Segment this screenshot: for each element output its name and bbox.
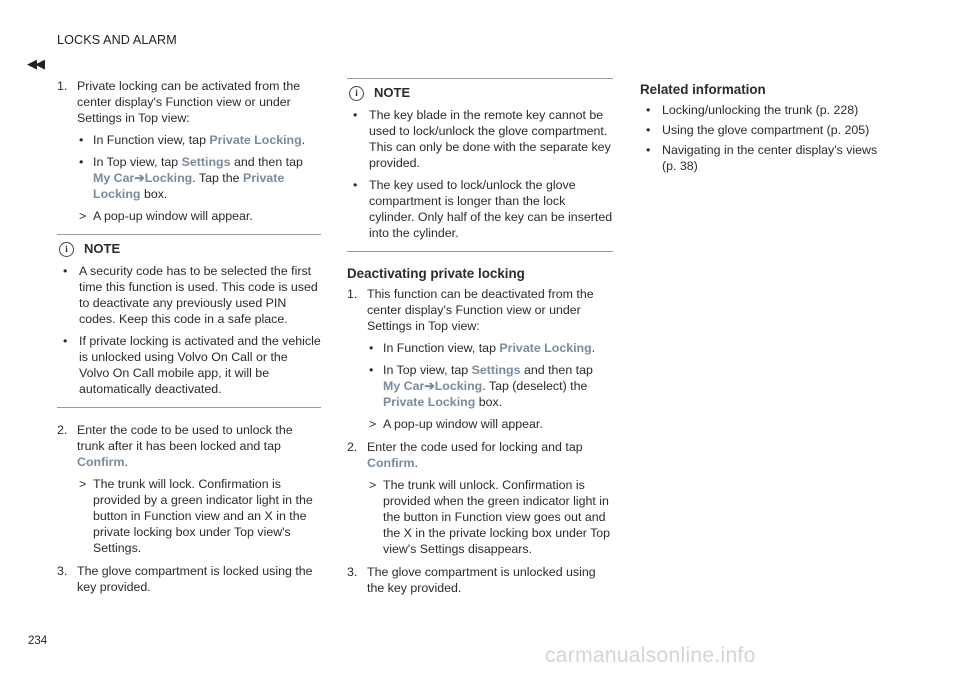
related-link-text[interactable]: Using the glove compartment (p. 205)	[662, 123, 870, 137]
settings-label: Settings	[181, 155, 231, 169]
column-middle	[347, 78, 613, 603]
step-number: 2.	[57, 423, 68, 437]
locking-label: Locking	[144, 171, 193, 185]
step-number: 1.	[347, 287, 358, 301]
punctuation: .	[301, 133, 306, 147]
my-car-label: My Car	[93, 171, 135, 185]
deactivation-step-1	[347, 286, 613, 432]
note-box	[57, 234, 321, 408]
my-car-label: My Car	[383, 379, 425, 393]
private-locking-label: Private Locking	[383, 395, 476, 409]
bullet-icon: •	[646, 103, 651, 117]
note-item	[347, 107, 613, 171]
activation-step-1	[57, 78, 321, 224]
note-box	[347, 78, 613, 252]
step-text: Enter the code to be used to unlock the trunk after it has been locked and tap	[77, 423, 293, 453]
step-result	[367, 416, 613, 432]
note-item	[57, 333, 321, 397]
sub-step-text: and then tap	[520, 363, 593, 377]
step-number: 2.	[347, 440, 358, 454]
note-title: NOTE	[374, 85, 411, 100]
bullet-icon: •	[63, 264, 68, 278]
related-link[interactable]	[640, 142, 880, 174]
sub-step-text: . Tap the	[192, 171, 243, 185]
related-link[interactable]	[640, 102, 880, 118]
note-text: The key used to lock/unlock the glove compartment is longer than the lock cylinder. Only half of the key can be inserted into the cylinder.	[369, 178, 613, 240]
info-icon: i	[59, 242, 74, 257]
sub-step-text: In Top view, tap	[93, 155, 182, 169]
sub-step-top-view	[367, 362, 613, 410]
step-text: Enter the code used for locking and tap	[367, 440, 583, 454]
step-result	[77, 476, 321, 556]
column-left	[57, 78, 321, 602]
result-marker: >	[79, 477, 87, 491]
result-text: The trunk will unlock. Confirmation is provided when the green indicator light in the button in Function view goes out and the X in the private locking box under Top view's Settings disappears.	[383, 478, 611, 556]
settings-label: Settings	[471, 363, 521, 377]
bullet-icon: •	[353, 178, 358, 192]
sub-step-text: box.	[475, 395, 503, 409]
deactivation-step-2	[347, 439, 613, 557]
previous-page-icon[interactable]: ◀◀	[27, 56, 43, 71]
locking-label: Locking	[434, 379, 483, 393]
result-marker: >	[79, 209, 87, 223]
bullet-icon: •	[353, 108, 358, 122]
confirm-label: Confirm	[367, 456, 415, 470]
note-title: NOTE	[84, 241, 121, 256]
activation-step-2	[57, 422, 321, 556]
deactivation-step-3	[347, 564, 613, 596]
info-icon: i	[349, 86, 364, 101]
section-heading: Deactivating private locking	[347, 266, 525, 281]
step-text: Private locking can be activated from the center display's Function view or under Settings in Top view:	[77, 79, 301, 125]
arrow-right-icon: ➔	[134, 171, 145, 185]
sub-step-function-view	[367, 340, 613, 356]
note-header	[347, 85, 613, 101]
sub-step-text: box.	[140, 187, 168, 201]
sub-step-text: In Top view, tap	[383, 363, 472, 377]
private-locking-label: Private Locking	[499, 341, 592, 355]
confirm-label: Confirm	[77, 455, 125, 469]
activation-step-3	[57, 563, 321, 595]
sub-step-top-view	[77, 154, 321, 202]
step-result	[367, 477, 613, 557]
note-item	[57, 263, 321, 327]
step-result	[77, 208, 321, 224]
bullet-icon: •	[369, 341, 374, 355]
step-number: 3.	[57, 564, 68, 578]
sub-step-function-view	[77, 132, 321, 148]
punctuation: .	[414, 456, 418, 470]
related-information-heading: Related information	[640, 82, 766, 97]
related-link-text[interactable]: Locking/unlocking the trunk (p. 228)	[662, 103, 859, 117]
sub-step-text: . Tap (deselect) the	[482, 379, 588, 393]
bullet-icon: •	[79, 133, 84, 147]
bullet-icon: •	[63, 334, 68, 348]
section-title: LOCKS AND ALARM	[57, 33, 177, 47]
note-text: If private locking is activated and the vehicle is unlocked using Volvo On Call or the Volvo On Call mobile app, it will be automatically deactivated.	[79, 334, 321, 396]
note-header	[57, 241, 321, 257]
result-marker: >	[369, 417, 377, 431]
sub-step-text: and then tap	[230, 155, 303, 169]
watermark: carmanualsonline.info	[545, 644, 756, 667]
sub-step-text: In Function view, tap	[383, 341, 500, 355]
note-text: The key blade in the remote key cannot be used to lock/unlock the glove compartment. This can only be done with the separate key provided.	[369, 108, 611, 170]
bullet-icon: •	[646, 143, 651, 157]
step-text: The glove compartment is locked using the key provided.	[77, 564, 313, 594]
punctuation: .	[591, 341, 596, 355]
step-number: 1.	[57, 79, 68, 93]
step-number: 3.	[347, 565, 358, 579]
private-locking-label: Private Locking	[93, 171, 285, 201]
related-link-text[interactable]: Navigating in the center display's views (p. 38)	[662, 143, 878, 173]
arrow-right-icon: ➔	[424, 379, 435, 393]
step-text: The glove compartment is unlocked using the key provided.	[367, 565, 596, 595]
result-marker: >	[369, 478, 377, 492]
related-link[interactable]	[640, 122, 880, 138]
bullet-icon: •	[646, 123, 651, 137]
column-right	[640, 78, 880, 174]
step-text: This function can be deactivated from the center display's Function view or under Settings in Top view:	[367, 287, 594, 333]
result-text: The trunk will lock. Confirmation is provided by a green indicator light in the button in Function view and an X in the private locking box under Top view's Settings.	[93, 477, 313, 555]
result-text: A pop-up window will appear.	[93, 209, 253, 223]
bullet-icon: •	[369, 363, 374, 377]
bullet-icon: •	[79, 155, 84, 169]
page-number: 234	[28, 635, 48, 647]
sub-step-text: In Function view, tap	[93, 133, 210, 147]
private-locking-label: Private Locking	[209, 133, 302, 147]
result-text: A pop-up window will appear.	[383, 417, 543, 431]
punctuation: .	[124, 455, 128, 469]
note-text: A security code has to be selected the first time this function is used. This code is used to deactivate any previously used PIN codes. Keep this code in a safe place.	[79, 264, 318, 326]
note-item	[347, 177, 613, 241]
